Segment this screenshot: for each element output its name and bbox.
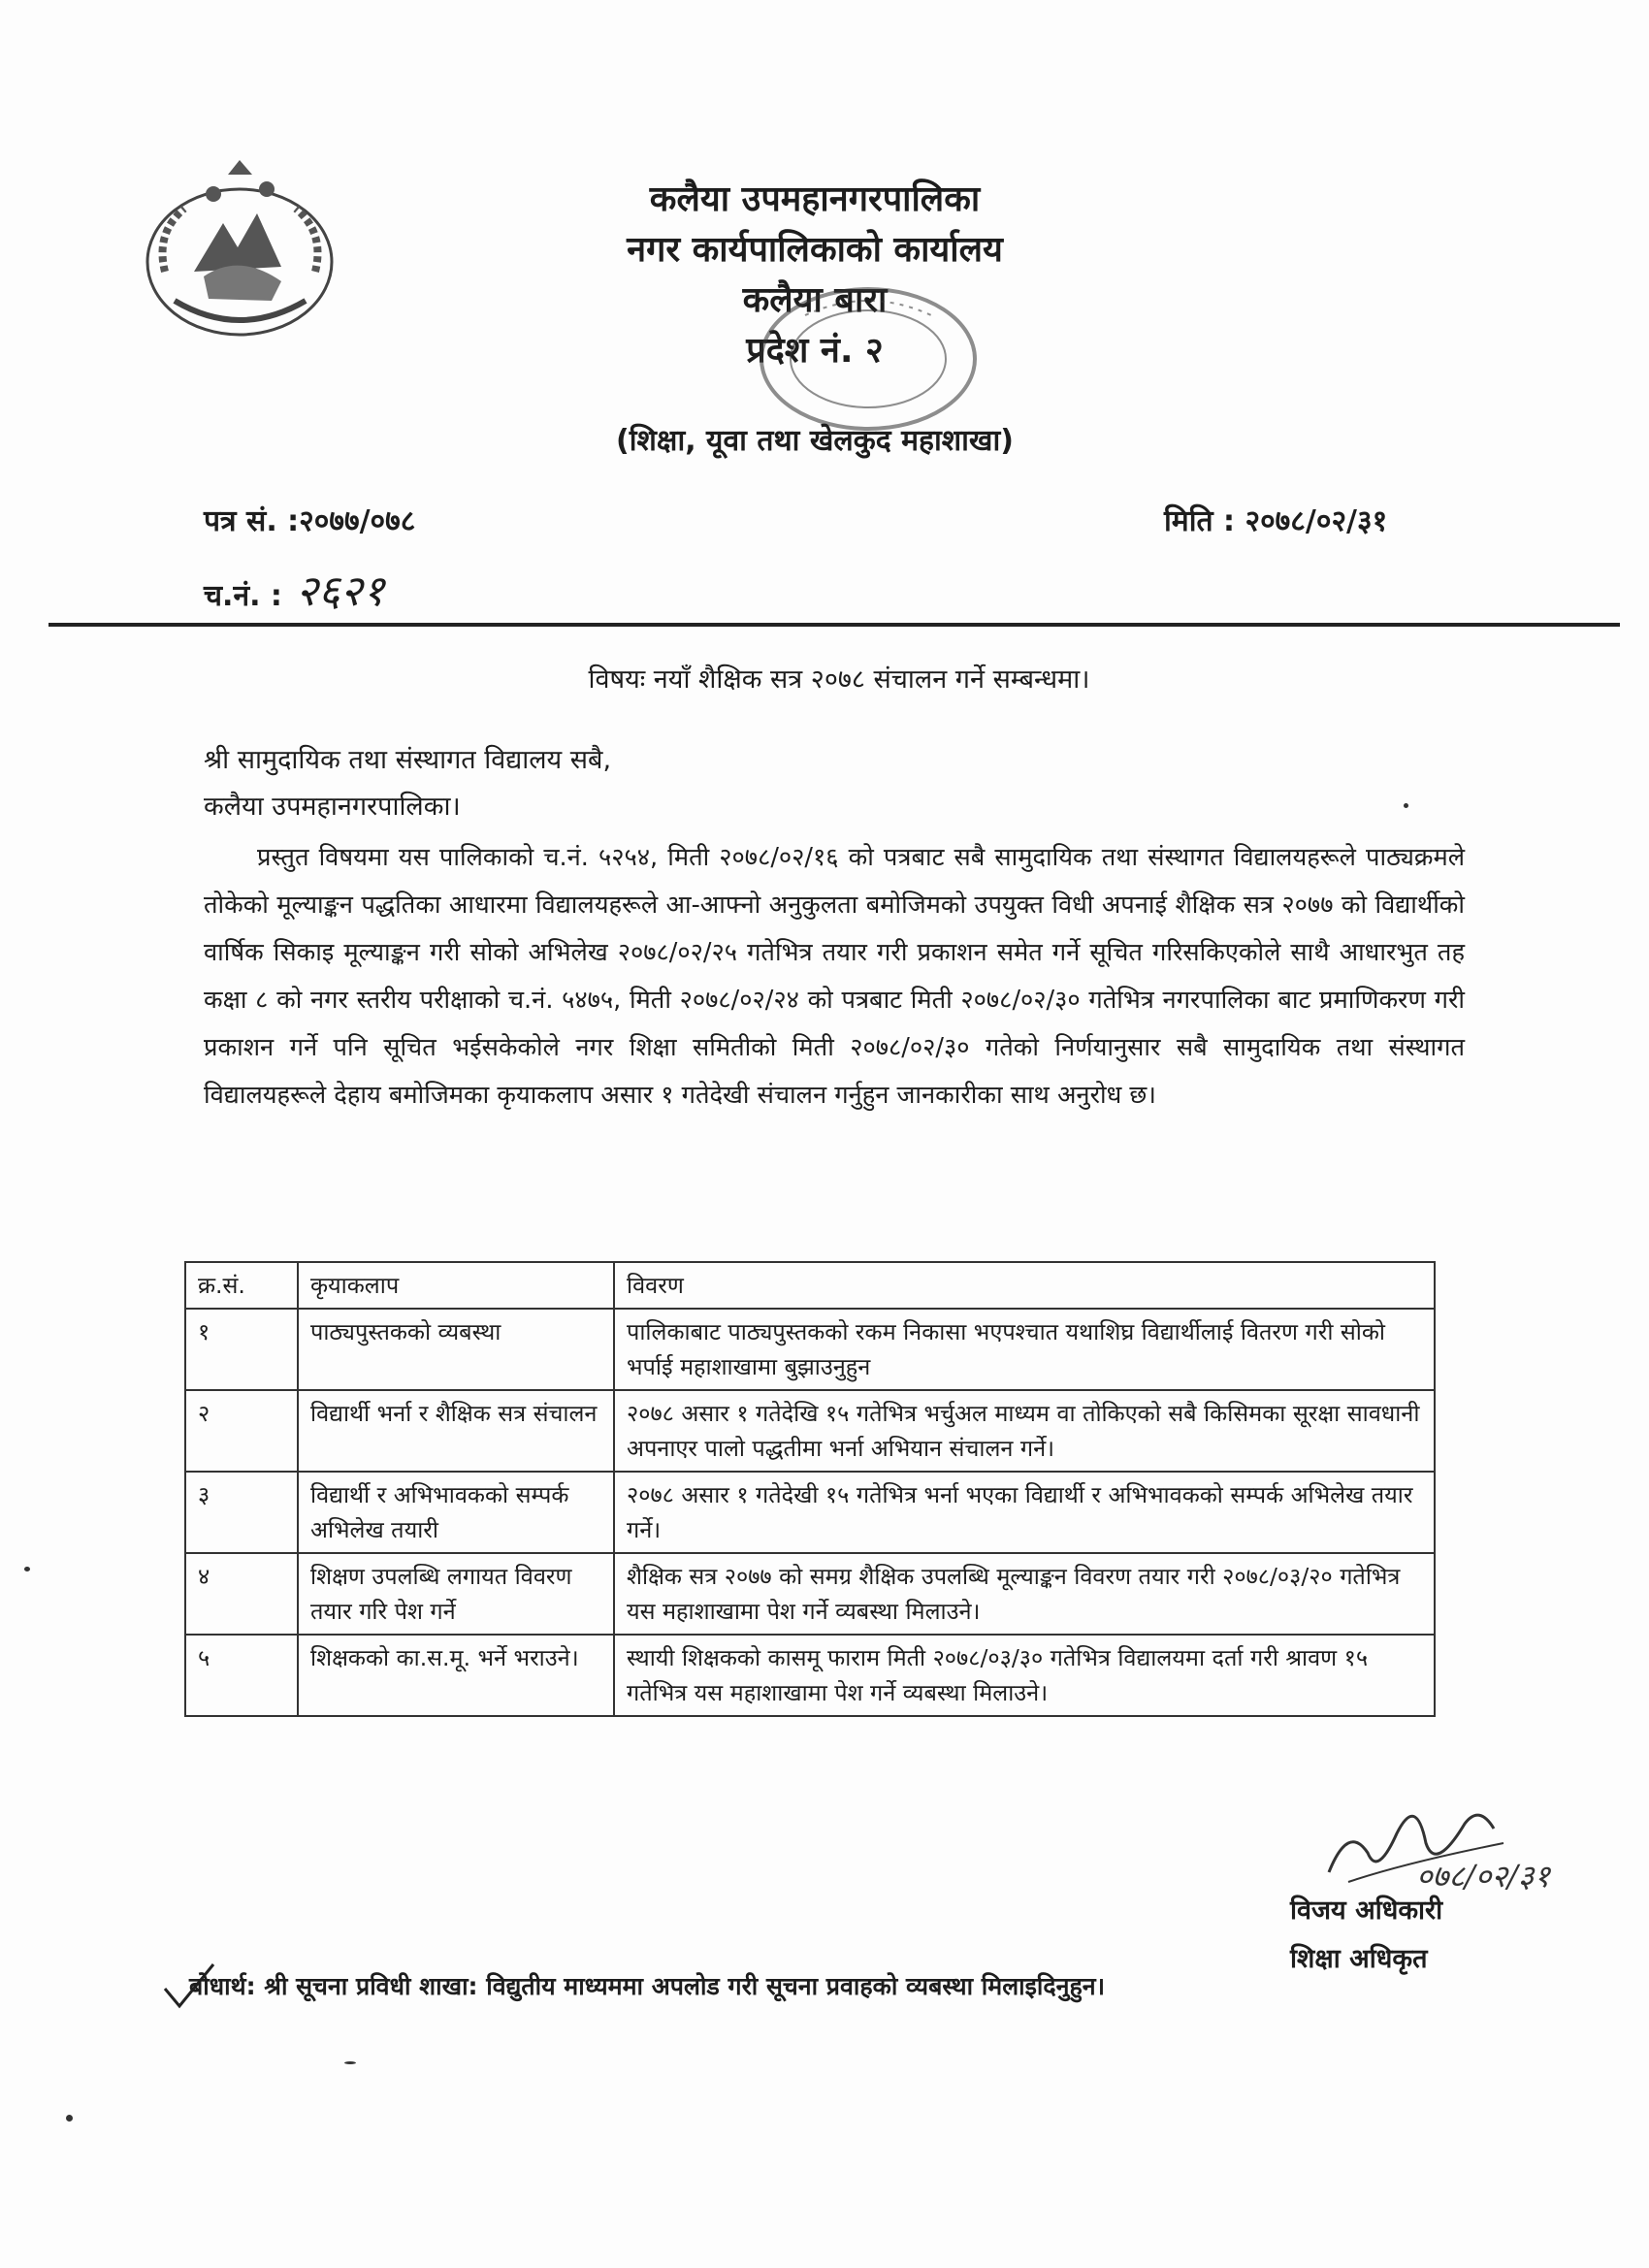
row-detail: २०७८ असार १ गतेदेखि १५ गतेभित्र भर्चुअल माध्यम वा तोकिएको सबै किसिमका सूरक्षा सावधानी अपनाएर पालो पद्धतीमा भर्ना अभियान संचालन गर्ने। <box>614 1390 1435 1472</box>
signer-block <box>1290 1887 1442 1984</box>
activities-table <box>184 1261 1436 1717</box>
row-serial: ४ <box>185 1553 298 1635</box>
table-header-row <box>185 1262 1435 1309</box>
row-serial: २ <box>185 1390 298 1472</box>
reference-block <box>204 500 415 620</box>
dispatch-number: २६२१ <box>295 567 385 616</box>
table-row <box>185 1635 1435 1716</box>
row-detail: २०७८ असार १ गतेदेखी १५ गतेभित्र भर्ना भएका विद्यार्थी र अभिभावकको सम्पर्क अभिलेख तयार गर्ने। <box>614 1472 1435 1553</box>
row-serial: १ <box>185 1309 298 1390</box>
office-province: प्रदेश नं. २ <box>746 331 884 371</box>
header-activity: कृयाकलाप <box>298 1262 614 1309</box>
letter-date <box>1164 500 1387 539</box>
row-detail: स्थायी शिक्षकको कासमू फाराम मिती २०७८/०३/३० गतेभित्र विद्यालयमा दर्ता गरी श्रावण १५ गतेभित्र यस महाशाखामा पेश गर्ने व्यबस्था मिलाउने। <box>614 1635 1435 1716</box>
date-value: २०७८/०२/३१ <box>1245 504 1388 538</box>
letter-body <box>204 834 1465 1119</box>
row-serial: ३ <box>185 1472 298 1553</box>
addressee-line-2: कलैया उपमहानगरपालिका। <box>204 792 461 822</box>
office-stamp-icon <box>747 276 989 441</box>
subject-line: विषयः नयाँ शैक्षिक सत्र २०७८ संचालन गर्ने सम्बन्धमा। <box>588 664 1090 695</box>
table-row <box>185 1553 1435 1635</box>
header-divider <box>48 623 1620 627</box>
office-subname: नगर कार्यपालिकाको कार्यालय <box>627 230 1003 270</box>
dispatch-number-label: च.नं. : <box>204 579 282 613</box>
office-name: कलैया उपमहानगरपालिका <box>649 179 981 219</box>
addressee-block <box>204 737 611 830</box>
letter-number-label: पत्र सं. : <box>204 504 300 538</box>
scan-speck <box>24 1567 30 1571</box>
row-activity: शिक्षण उपलब्धि लगायत विवरण तयार गरि पेश गर्ने <box>298 1553 614 1635</box>
addressee-line-1: श्री सामुदायिक तथा संस्थागत विद्यालय सबै, <box>204 745 612 775</box>
signature-date: ०७८/०२/३१ <box>1416 1858 1551 1895</box>
government-emblem-icon <box>136 155 344 349</box>
signer-name: विजय अधिकारी <box>1290 1895 1443 1926</box>
row-activity: विद्यार्थी भर्ना र शैक्षिक सत्र संचालन <box>298 1390 614 1472</box>
table-row <box>185 1390 1435 1472</box>
body-paragraph: प्रस्तुत विषयमा यस पालिकाको च.नं. ५२५४, मिती २०७८/०२/१६ को पत्रबाट सबै सामुदायिक तथा संस्थागत विद्यालयहरूले पाठ्यक्रमले तोकेको मूल्याङ्कन पद्धतिका आधारमा विद्यालयहरूले आ-आफ्नो अनुकुलता बमोजिमको उपयुक्त विधी अपनाई शैक्षिक सत्र २०७७ को विद्यार्थीको वार्षिक सिकाइ मूल्याङ्कन गरी सोको अभिलेख २०७८/०२/२५ गतेभित्र तयार गरी प्रकाशन समेत गर्ने सूचित गरिसकिएकोले साथै आधारभुत तह कक्षा ८ को नगर स्तरीय परीक्षाको च.नं. ५४७५, मिती २०७८/०२/२४ को पत्रबाट मिती २०७८/०२/३० गतेभित्र नगरपालिका बाट प्रमाणिकरण गरी प्रकाशन गर्ने पनि सूचित भईसकेकोले नगर शिक्षा समितीको मिती २०७८/०२/३० गतेको निर्णयानुसार सबै सामुदायिक तथा संस्थागत विद्यालयहरूले देहाय बमोजिमका कृयाकलाप असार १ गतेदेखी संचालन गर्नुहुन जानकारीका साथ अनुरोध छ। <box>204 843 1465 1110</box>
row-activity: विद्यार्थी र अभिभावकको सम्पर्क अभिलेख तयारी <box>298 1472 614 1553</box>
row-serial: ५ <box>185 1635 298 1716</box>
scan-speck <box>66 2115 73 2122</box>
table-row <box>185 1472 1435 1553</box>
header-serial: क्र.सं. <box>185 1262 298 1309</box>
scan-speck <box>344 2061 356 2064</box>
row-activity: शिक्षकको का.स.मू. भर्ने भराउने। <box>298 1635 614 1716</box>
row-detail: शैक्षिक सत्र २०७७ को समग्र शैक्षिक उपलब्धि मूल्याङ्कन विवरण तयार गरी २०७८/०३/२० गतेभित्र यस महाशाखामा पेश गर्ने व्यबस्था मिलाउने। <box>614 1553 1435 1635</box>
header-detail: विवरण <box>614 1262 1435 1309</box>
row-detail: पालिकाबाट पाठ्यपुस्तकको रकम निकासा भएपश्चात यथाशिघ्र विद्यार्थीलाई वितरण गरी सोको भर्पाई महाशाखामा बुझाउनुहुन <box>614 1309 1435 1390</box>
office-location: कलैया बारा <box>742 280 888 320</box>
table-row <box>185 1309 1435 1390</box>
signature-icon <box>1310 1785 1600 1901</box>
cc-note: बोधार्थ: श्री सूचना प्रविधी शाखा: विद्युतीय माध्यममा अपलोड गरी सूचना प्रवाहको व्यबस्था मिलाइदिनुहुन। <box>189 1972 1106 2000</box>
scan-speck <box>1404 803 1408 808</box>
row-activity: पाठ्यपुस्तकको व्यबस्था <box>298 1309 614 1390</box>
signer-title: शिक्षा अधिकृत <box>1290 1944 1428 1974</box>
branch-name: (शिक्षा, यूवा तथा खेलकुद महाशाखा) <box>616 424 1014 458</box>
date-label: मिति : <box>1164 504 1236 538</box>
dispatch-number-row <box>204 560 415 620</box>
letter-number: २०७७/०७८ <box>299 504 416 538</box>
letter-number-row <box>204 500 415 560</box>
